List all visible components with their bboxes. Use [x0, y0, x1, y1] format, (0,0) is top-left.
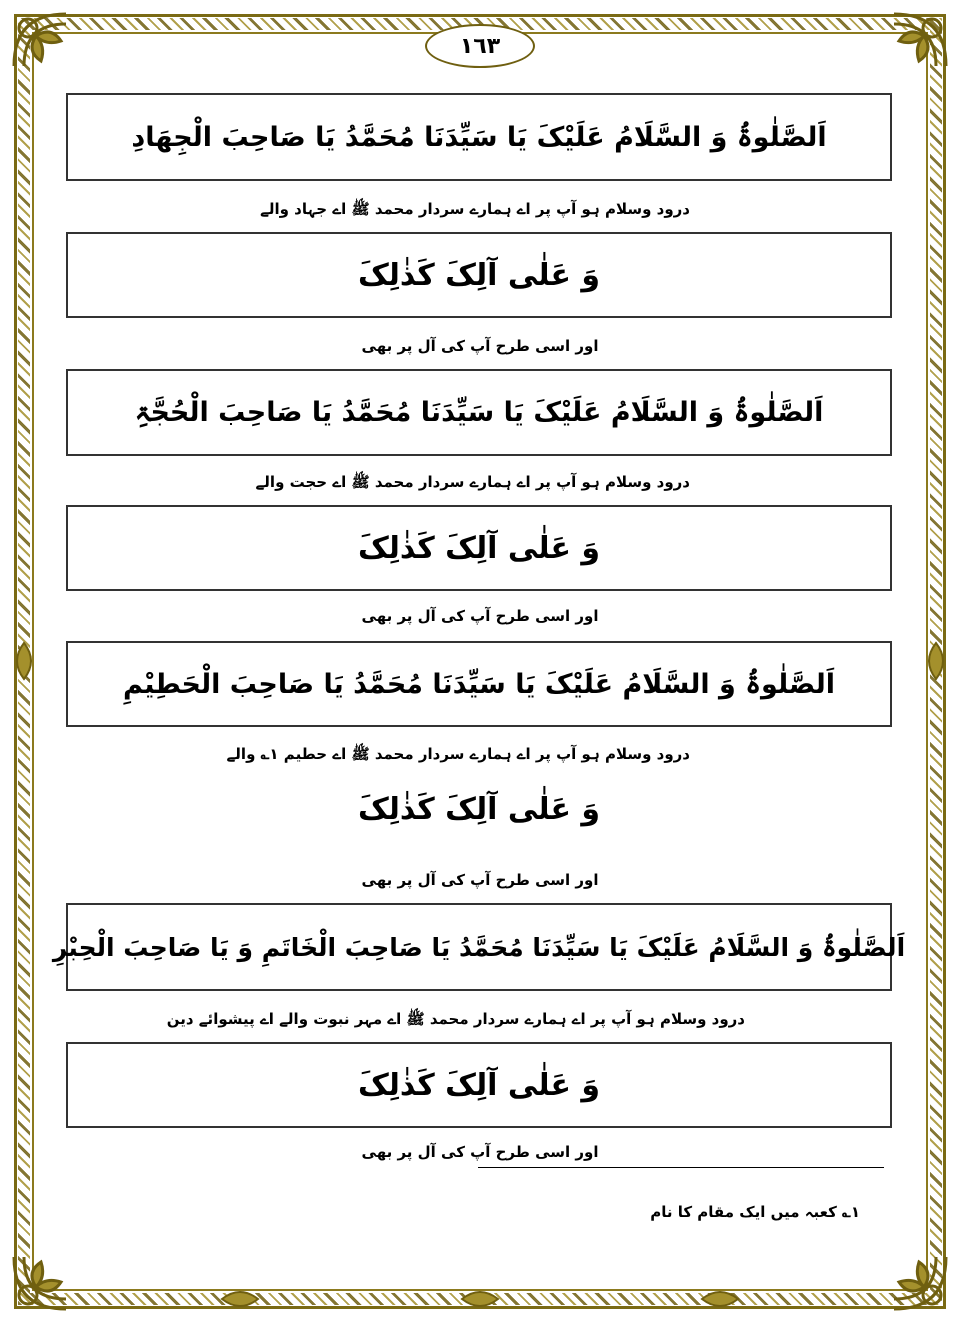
arabic-verse: اَلصَّلٰوۃُ وَ السَّلَامُ عَلَیْکَ یَا سَیِّدَنَا مُحَمَّدُ یَا صَاحِبَ الْجِھَادِ [131, 121, 827, 153]
corner-ornament-icon [6, 6, 76, 76]
side-ornament-icon [4, 641, 44, 681]
arabic-verse-box [66, 93, 892, 181]
arabic-verse-box [52, 903, 906, 991]
arabic-verse: وَ عَلٰی آلِکَ کَذٰلِکَ [357, 792, 601, 827]
arabic-verse-box [66, 641, 892, 727]
footnote-divider [478, 1167, 884, 1168]
side-ornament-icon [916, 641, 956, 681]
corner-ornament-icon [884, 1247, 954, 1317]
arabic-verse-box [66, 505, 892, 591]
arabic-verse: اَلصَّلٰوۃُ وَ السَّلَامُ عَلَیْکَ یَا سَیِّدَنَا مُحَمَّدُ یَا صَاحِبَ الْحَطِیْمِ [123, 668, 835, 700]
corner-ornament-icon [884, 6, 954, 76]
arabic-verse-box [66, 369, 892, 456]
urdu-translation: درود وسلام ہو آپ پر اے ہمارے سردار محمد ﷺ اے حطیم ۱؎ والے [226, 745, 690, 763]
corner-ornament-icon [6, 1247, 76, 1317]
footnote: ۱؎ کعبہ میں ایک مقام کا نام [650, 1203, 860, 1221]
urdu-translation: درود وسلام ہو آپ پر اے ہمارے سردار محمد ﷺ اے مہر نبوت والے اے پیشوائے دین [166, 1010, 745, 1028]
arabic-verse: اَلصَّلٰوۃُ وَ السَّلَامُ عَلَیْکَ یَا سَیِّدَنَا مُحَمَّدُ یَا صَاحِبَ الْخَاتَمِ وَ یَا صَاحِبَ الْحِبْرِ [52, 932, 906, 962]
arabic-verse: وَ عَلٰی آلِکَ کَذٰلِکَ [357, 257, 601, 293]
arabic-verse-box [66, 232, 892, 318]
urdu-translation: اور اسی طرح آپ کی آل پر بھی [361, 607, 599, 625]
bottom-ornament-icon [460, 1279, 500, 1319]
page-number: ١٦٣ [425, 24, 535, 68]
arabic-verse: وَ عَلٰی آلِکَ کَذٰلِکَ [357, 530, 601, 566]
urdu-translation: اور اسی طرح آپ کی آل پر بھی [361, 1143, 599, 1161]
urdu-translation: درود وسلام ہو آپ پر اے ہمارے سردار محمد ﷺ اے حجت والے [255, 473, 690, 491]
urdu-translation: اور اسی طرح آپ کی آل پر بھی [361, 871, 599, 889]
arabic-verse-box [66, 1042, 892, 1128]
arabic-verse: وَ عَلٰی آلِکَ کَذٰلِکَ [357, 1067, 601, 1103]
bottom-ornament-icon [700, 1279, 740, 1319]
urdu-translation: درود وسلام ہو آپ پر اے ہمارے سردار محمد ﷺ اے جہاد والے [260, 200, 690, 218]
arabic-verse: اَلصَّلٰوۃُ وَ السَّلَامُ عَلَیْکَ یَا سَیِّدَنَا مُحَمَّدُ یَا صَاحِبَ الْحُجَّۃِ [134, 397, 824, 428]
bottom-ornament-icon [220, 1279, 260, 1319]
urdu-translation: اور اسی طرح آپ کی آل پر بھی [361, 337, 599, 355]
